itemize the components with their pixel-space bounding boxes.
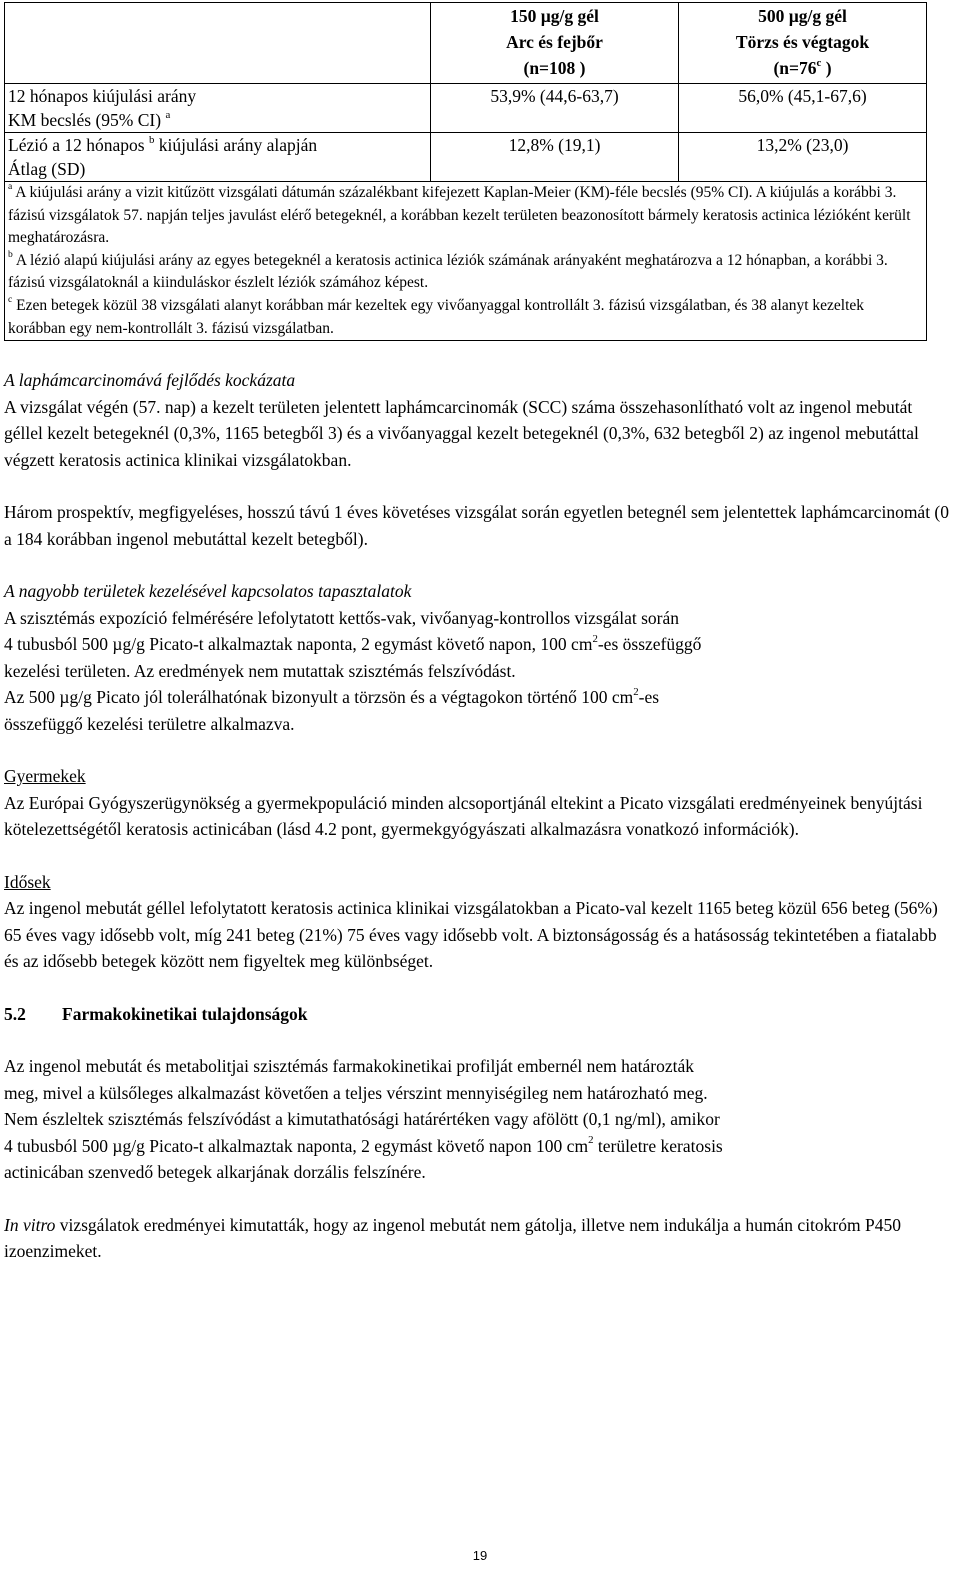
column-header-150 <box>431 3 679 84</box>
column-header-n: ($n=76^c$ ) <box>773 56 832 78</box>
column-header-n: (n=108 ) <box>523 58 586 78</box>
row-value-500: 56,0% (45,1-67,6) <box>679 84 927 133</box>
row-label: Lézió a 12 hónapos $^b$ kiújulási arány alapján Átlag (SD) <box>5 133 431 182</box>
page-number: 19 <box>472 1548 488 1563</box>
children-paragraph: Az Európai Gyógyszerügynökség a gyermekpopuláció minden alcsoportjánál eltekint a Picato vizsgálati eredményeinek benyújtási kötelezettségétől keratosis actinicában (lásd 4.2 pont, gyermekgyógyászati alkalmazásra vonatkozó információk). <box>4 792 923 840</box>
row-value-150: 12,8% (19,1) <box>431 133 679 182</box>
table-row <box>5 133 927 182</box>
column-header-area: Arc és fejbőr <box>506 32 603 52</box>
scc-followup-paragraph: Három prospektív, megfigyeléses, hosszú távú 1 éves követéses vizsgálat során egyetlen betegnél sem jelentettek laphámcarcinomát (0 a 184 korábban ingenol mebutáttal kezelt betegből). <box>4 502 950 549</box>
in-vitro-paragraph: In vitro vizsgálatok eredményei kimutatták, hogy az ingenol mebutát nem gátolja, illetve nem indukálja a humán citokróm P450 izoenzimeket. <box>4 1214 901 1262</box>
elderly-heading: Idősek <box>4 871 51 892</box>
footnote-a: $^a$ A kiújulási arány a vizit kitűzött vizsgálati dátumán százalékbant kifejezett Kaplan-Meier (KM)-féle becslés (95% CI). A kiújulás a korábbi 3. fázisú vizsgálatok 57. napján teljes javulást elérő betegeknél, a korábban kezelt területen beazonosított bármely keratosis actinica lézióként került meghatározásra. <box>8 181 911 247</box>
results-table <box>4 2 927 341</box>
table-footnotes <box>5 182 927 341</box>
pk-paragraph: Az ingenol mebutát és metabolitjai szisztémás farmakokinetikai profilját embernél nem határozták meg, mivel a külsőleges alkalmazást követően a teljes vérszint mennyiségileg nem határozható meg. Nem észleltek szisztémás felszívódást a kimutathatósági határértéken vagy afölött (0,1 ng/ml), amikor 4 tubusból 500 µg/g Picato-t alkalmaztak naponta, 2 egymást követő napon 100 $cm^2$ területre keratosis actinicában szenvedő betegek alkarjának dorzális felszínére. <box>4 1056 723 1183</box>
large-areas-paragraph: A szisztémás expozíció felmérésére lefolytatott kettős-vak, vivőanyag-kontrollos vizsgálat során 4 tubusból 500 µg/g Picato-t alkalmaztak naponta, 2 egymást követő napon, 100 $cm^2-es$ összefüggő kezelési területen. Az eredmények nem mutattak szisztémás felszívódást. <box>4 607 702 681</box>
table-header-empty-cell <box>5 3 431 84</box>
section-title: Farmakokinetikai tulajdonságok <box>62 1003 308 1024</box>
column-header-dose: 150 µg/g gél <box>510 6 599 26</box>
scc-paragraph: A vizsgálat végén (57. nap) a kezelt területen jelentett laphámcarcinomák (SCC) száma összehasonlítható volt az ingenol mebutát géllel kezelt betegeknél (0,3%, 1165 betegből 3) és a vivőanyaggal kezelt betegeknél (0,3%, 632 betegből 2) az ingenol mebutáttal végzett keratosis actinica klinikai vizsgálatokban. <box>4 396 919 470</box>
row-value-150: 53,9% (44,6-63,7) <box>431 84 679 133</box>
children-heading: Gyermekek <box>4 766 86 787</box>
document-page <box>4 2 954 1265</box>
column-header-area: Törzs és végtagok <box>735 32 870 52</box>
large-areas-heading: A nagyobb területek kezelésével kapcsolatos tapasztalatok <box>4 581 412 602</box>
scc-heading: A laphámcarcinomává fejlődés kockázata <box>4 370 296 391</box>
section-heading <box>4 1001 954 1028</box>
row-label: 12 hónapos kiújulási arány KM becslés (95% CI) $^a$ <box>5 84 431 133</box>
footnote-b: $^b$ A lézió alapú kiújulási arány az egyes betegeknél a keratosis actinica léziók számának arányaként meghatározva a 12 hónapban, a korábbi 3. fázisú vizsgálatoknál a kiinduláskor észlelt léziók számához képest. <box>8 249 888 292</box>
row-value-500: 13,2% (23,0) <box>679 133 927 182</box>
table-header-row <box>5 3 927 84</box>
column-header-500 <box>679 3 927 84</box>
table-footnotes-row <box>5 182 927 341</box>
footnote-c: $^c$ Ezen betegek közül 38 vizsgálati alanyt korábban már kezeltek egy vivőanyaggal kontrollált 3. fázisú vizsgálatban, és 38 alanyt kezeltek korábban egy nem-kontrollált 3. fázisú vizsgálatban. <box>8 294 865 337</box>
large-areas-tolerability: Az 500 µg/g Picato jól tolerálhatónak bizonyult a törzsön és a végtagokon történő 100 $cm^2-es$ összefüggő kezelési területre alkalmazva. <box>4 685 660 734</box>
elderly-paragraph: Az ingenol mebutát géllel lefolytatott keratosis actinica klinikai vizsgálatokban a Picato-val kezelt 1165 beteg közül 656 beteg (56%) 65 éves vagy idősebb volt, míg 241 beteg (21%) 75 éves vagy idősebb volt. A biztonságosság és a hatásosság tekintetében a fiatalabb és az idősebb betegek között nem figyeltek meg különbséget. <box>4 898 938 972</box>
column-header-dose: 500 µg/g gél <box>758 6 847 26</box>
table-row <box>5 84 927 133</box>
section-number: 5.2 <box>4 1003 26 1024</box>
